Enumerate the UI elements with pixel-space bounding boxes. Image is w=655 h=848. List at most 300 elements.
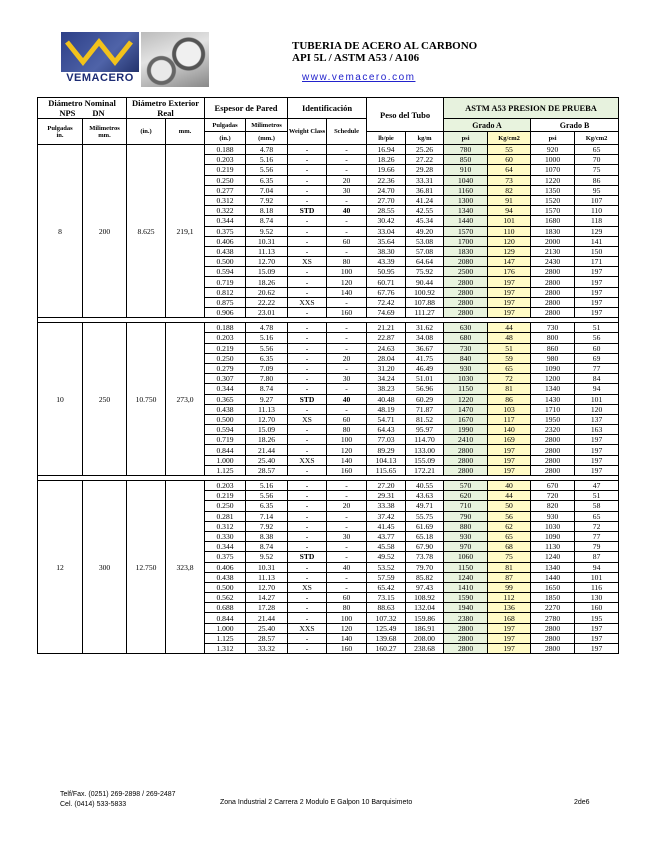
- cell-weight-kgm: 56.96: [406, 384, 444, 394]
- cell-weight-class: -: [288, 613, 327, 623]
- cell-weight-lbpie: 33.38: [367, 501, 406, 511]
- cell-weight-kgm: 41.24: [406, 195, 444, 205]
- cell-wall-mm: 18.26: [246, 277, 288, 287]
- cell-weight-class: -: [288, 384, 327, 394]
- cell-weight-class: -: [288, 435, 327, 445]
- cell-grade-b-kgcm2: 58: [575, 501, 619, 511]
- cell-grade-b-kgcm2: 65: [575, 145, 619, 155]
- cell-schedule: -: [327, 404, 367, 414]
- cell-grade-b-psi: 2800: [531, 277, 575, 287]
- title-line-2: API 5L / ASTM A53 / A106: [292, 52, 420, 64]
- cell-wall-mm: 11.13: [246, 246, 288, 256]
- cell-grade-b-psi: 920: [531, 145, 575, 155]
- cell-schedule: -: [327, 155, 367, 165]
- cell-schedule: 20: [327, 353, 367, 363]
- cell-grade-a-kgcm2: 117: [488, 414, 531, 424]
- cell-grade-a-psi: 970: [444, 542, 488, 552]
- cell-grade-a-kgcm2: 140: [488, 425, 531, 435]
- logo-mark-icon: [61, 32, 139, 72]
- cell-weight-lbpie: 89.29: [367, 445, 406, 455]
- group-od-in: 8.625: [127, 145, 166, 318]
- cell-weight-class: -: [288, 374, 327, 384]
- cell-grade-a-kgcm2: 169: [488, 435, 531, 445]
- cell-grade-b-psi: 2000: [531, 236, 575, 246]
- cell-grade-a-kgcm2: 82: [488, 185, 531, 195]
- cell-grade-a-kgcm2: 103: [488, 404, 531, 414]
- header-wall-milimetros: Milimetros: [246, 119, 288, 132]
- cell-grade-b-psi: 1710: [531, 404, 575, 414]
- cell-weight-kgm: 65.18: [406, 531, 444, 541]
- cell-weight-kgm: 95.97: [406, 425, 444, 435]
- cell-wall-in: 0.365: [205, 394, 246, 404]
- cell-grade-b-kgcm2: 94: [575, 562, 619, 572]
- cell-weight-lbpie: 48.19: [367, 404, 406, 414]
- cell-wall-mm: 15.09: [246, 267, 288, 277]
- cell-grade-a-psi: 1990: [444, 425, 488, 435]
- cell-grade-b-kgcm2: 150: [575, 246, 619, 256]
- cell-weight-lbpie: 33.04: [367, 226, 406, 236]
- cell-schedule: 140: [327, 633, 367, 643]
- header-weight-class: Weight Class: [288, 119, 327, 145]
- cell-wall-mm: 33.32: [246, 644, 288, 654]
- cell-weight-kgm: 53.08: [406, 236, 444, 246]
- cell-schedule: -: [327, 246, 367, 256]
- cell-weight-lbpie: 21.21: [367, 323, 406, 333]
- table-body: [38, 145, 619, 654]
- cell-grade-a-psi: 2800: [444, 277, 488, 287]
- cell-grade-b-psi: 1090: [531, 531, 575, 541]
- cell-grade-b-kgcm2: 87: [575, 552, 619, 562]
- cell-grade-a-kgcm2: 147: [488, 257, 531, 267]
- cell-wall-in: 0.203: [205, 155, 246, 165]
- cell-wall-in: 0.219: [205, 343, 246, 353]
- header-pulgadas: Pulgadas in.: [38, 119, 83, 145]
- cell-wall-mm: 8.38: [246, 531, 288, 541]
- cell-grade-a-psi: 910: [444, 165, 488, 175]
- cell-wall-in: 0.438: [205, 246, 246, 256]
- cell-grade-a-psi: 1590: [444, 593, 488, 603]
- cell-grade-b-psi: 1850: [531, 593, 575, 603]
- cell-wall-in: 0.875: [205, 297, 246, 307]
- header-wall-pulgadas: Pulgadas: [205, 119, 246, 132]
- cell-weight-class: -: [288, 236, 327, 246]
- website-link[interactable]: www.vemacero.com: [302, 72, 416, 83]
- cell-weight-lbpie: 22.87: [367, 333, 406, 343]
- cell-grade-a-psi: 2800: [444, 633, 488, 643]
- cell-grade-a-kgcm2: 60: [488, 155, 531, 165]
- cell-grade-a-psi: 840: [444, 353, 488, 363]
- cell-weight-kgm: 34.08: [406, 333, 444, 343]
- cell-wall-in: 0.812: [205, 287, 246, 297]
- cell-grade-a-psi: 2800: [444, 445, 488, 455]
- cell-grade-b-psi: 1030: [531, 521, 575, 531]
- cell-grade-b-psi: 2800: [531, 623, 575, 633]
- cell-grade-b-kgcm2: 197: [575, 644, 619, 654]
- cell-grade-b-psi: 2800: [531, 465, 575, 475]
- cell-weight-class: XXS: [288, 623, 327, 633]
- cell-grade-a-psi: 2800: [444, 623, 488, 633]
- cell-wall-in: 0.500: [205, 414, 246, 424]
- cell-schedule: 120: [327, 445, 367, 455]
- cell-wall-in: 0.279: [205, 363, 246, 373]
- cell-wall-in: 0.277: [205, 185, 246, 195]
- cell-grade-b-psi: 2800: [531, 287, 575, 297]
- cell-wall-mm: 11.13: [246, 404, 288, 414]
- cell-wall-in: 0.250: [205, 353, 246, 363]
- cell-weight-kgm: 46.49: [406, 363, 444, 373]
- cell-grade-a-kgcm2: 50: [488, 501, 531, 511]
- cell-wall-mm: 22.22: [246, 297, 288, 307]
- cell-grade-b-kgcm2: 171: [575, 257, 619, 267]
- cell-weight-lbpie: 38.23: [367, 384, 406, 394]
- cell-grade-b-psi: 2320: [531, 425, 575, 435]
- cell-grade-a-kgcm2: 91: [488, 195, 531, 205]
- cell-weight-kgm: 45.34: [406, 216, 444, 226]
- cell-schedule: 80: [327, 425, 367, 435]
- cell-grade-a-kgcm2: 197: [488, 445, 531, 455]
- cell-wall-mm: 28.57: [246, 633, 288, 643]
- cell-wall-mm: 21.44: [246, 613, 288, 623]
- cell-grade-b-kgcm2: 197: [575, 297, 619, 307]
- cell-weight-lbpie: 38.30: [367, 246, 406, 256]
- cell-weight-lbpie: 37.42: [367, 511, 406, 521]
- cell-weight-lbpie: 57.59: [367, 572, 406, 582]
- cell-grade-b-kgcm2: 84: [575, 374, 619, 384]
- cell-grade-a-psi: 2800: [444, 297, 488, 307]
- header-exterior: Diámetro Exterior Real: [127, 98, 205, 119]
- cell-schedule: -: [327, 542, 367, 552]
- cell-schedule: -: [327, 511, 367, 521]
- cell-weight-kgm: 100.92: [406, 287, 444, 297]
- cell-weight-class: -: [288, 287, 327, 297]
- cell-wall-mm: 7.80: [246, 374, 288, 384]
- cell-weight-lbpie: 160.27: [367, 644, 406, 654]
- cell-wall-mm: 23.01: [246, 308, 288, 318]
- cell-grade-b-kgcm2: 69: [575, 353, 619, 363]
- cell-wall-mm: 15.09: [246, 425, 288, 435]
- cell-weight-class: -: [288, 226, 327, 236]
- cell-weight-kgm: 55.75: [406, 511, 444, 521]
- cell-grade-b-kgcm2: 65: [575, 511, 619, 521]
- cell-schedule: -: [327, 216, 367, 226]
- cell-weight-kgm: 172.21: [406, 465, 444, 475]
- cell-wall-in: 0.330: [205, 531, 246, 541]
- cell-weight-lbpie: 28.04: [367, 353, 406, 363]
- cell-grade-a-kgcm2: 81: [488, 384, 531, 394]
- cell-weight-kgm: 133.00: [406, 445, 444, 455]
- cell-schedule: 80: [327, 257, 367, 267]
- cell-schedule: 60: [327, 593, 367, 603]
- cell-grade-a-kgcm2: 120: [488, 236, 531, 246]
- cell-schedule: -: [327, 226, 367, 236]
- cell-wall-mm: 18.26: [246, 435, 288, 445]
- cell-grade-a-psi: 1670: [444, 414, 488, 424]
- cell-grade-a-psi: 2800: [444, 465, 488, 475]
- footer-contact: [60, 790, 176, 810]
- cell-wall-in: 0.250: [205, 501, 246, 511]
- cell-wall-mm: 28.57: [246, 465, 288, 475]
- cell-wall-in: 0.719: [205, 435, 246, 445]
- cell-wall-in: 0.322: [205, 206, 246, 216]
- cell-weight-lbpie: 104.13: [367, 455, 406, 465]
- cell-grade-b-psi: 2800: [531, 633, 575, 643]
- cell-wall-mm: 8.74: [246, 542, 288, 552]
- cell-grade-a-psi: 680: [444, 333, 488, 343]
- cell-grade-a-kgcm2: 65: [488, 363, 531, 373]
- header-od-mm: mm.: [166, 119, 205, 145]
- cell-schedule: 80: [327, 603, 367, 613]
- cell-grade-b-psi: 730: [531, 323, 575, 333]
- cell-weight-class: -: [288, 175, 327, 185]
- cell-wall-in: 0.344: [205, 542, 246, 552]
- cell-wall-mm: 25.40: [246, 455, 288, 465]
- cell-grade-b-psi: 2800: [531, 297, 575, 307]
- cell-grade-b-psi: 2130: [531, 246, 575, 256]
- cell-weight-kgm: 42.55: [406, 206, 444, 216]
- group-od-mm: 323,8: [166, 481, 205, 654]
- cell-schedule: -: [327, 491, 367, 501]
- cell-grade-b-psi: 2800: [531, 445, 575, 455]
- cell-schedule: -: [327, 521, 367, 531]
- cell-weight-lbpie: 60.71: [367, 277, 406, 287]
- cell-grade-a-psi: 2800: [444, 287, 488, 297]
- cell-wall-in: 0.375: [205, 226, 246, 236]
- cell-grade-b-psi: 1570: [531, 206, 575, 216]
- cell-wall-in: 0.438: [205, 572, 246, 582]
- cell-grade-b-psi: 1130: [531, 542, 575, 552]
- cell-wall-mm: 12.70: [246, 257, 288, 267]
- cell-grade-a-kgcm2: 40: [488, 481, 531, 491]
- cell-wall-mm: 8.74: [246, 384, 288, 394]
- cell-grade-a-kgcm2: 68: [488, 542, 531, 552]
- cell-grade-b-kgcm2: 56: [575, 333, 619, 343]
- cell-wall-in: 0.500: [205, 582, 246, 592]
- cell-weight-lbpie: 115.65: [367, 465, 406, 475]
- cell-grade-b-kgcm2: 60: [575, 343, 619, 353]
- cell-weight-lbpie: 43.39: [367, 257, 406, 267]
- cell-grade-b-kgcm2: 141: [575, 236, 619, 246]
- cell-grade-a-psi: 1040: [444, 175, 488, 185]
- cell-grade-b-psi: 1650: [531, 582, 575, 592]
- cell-wall-mm: 4.78: [246, 145, 288, 155]
- cell-wall-mm: 6.35: [246, 353, 288, 363]
- cell-grade-b-psi: 1950: [531, 414, 575, 424]
- cell-grade-b-kgcm2: 79: [575, 542, 619, 552]
- cell-weight-lbpie: 107.32: [367, 613, 406, 623]
- cell-grade-a-kgcm2: 86: [488, 394, 531, 404]
- header-astm: ASTM A53 PRESION DE PRUEBA: [444, 98, 619, 119]
- cell-grade-b-kgcm2: 95: [575, 185, 619, 195]
- cell-weight-class: -: [288, 165, 327, 175]
- cell-weight-class: -: [288, 277, 327, 287]
- cell-weight-kgm: 43.63: [406, 491, 444, 501]
- cell-grade-a-kgcm2: 197: [488, 277, 531, 287]
- cell-weight-class: -: [288, 267, 327, 277]
- cell-wall-mm: 10.31: [246, 236, 288, 246]
- cell-grade-b-kgcm2: 72: [575, 521, 619, 531]
- cell-weight-kgm: 79.70: [406, 562, 444, 572]
- cell-grade-a-psi: 1030: [444, 374, 488, 384]
- group-od-in: 12.750: [127, 481, 166, 654]
- cell-grade-b-psi: 1340: [531, 562, 575, 572]
- cell-grade-a-kgcm2: 99: [488, 582, 531, 592]
- cell-weight-class: -: [288, 216, 327, 226]
- cell-wall-in: 0.594: [205, 425, 246, 435]
- cell-wall-mm: 5.16: [246, 481, 288, 491]
- cell-wall-in: 0.188: [205, 323, 246, 333]
- cell-grade-b-kgcm2: 160: [575, 603, 619, 613]
- cell-weight-kgm: 238.68: [406, 644, 444, 654]
- cell-wall-mm: 8.74: [246, 216, 288, 226]
- cell-weight-kgm: 107.88: [406, 297, 444, 307]
- cell-schedule: -: [327, 145, 367, 155]
- cell-wall-in: 0.688: [205, 603, 246, 613]
- cell-grade-a-kgcm2: 176: [488, 267, 531, 277]
- cell-grade-b-psi: 1440: [531, 572, 575, 582]
- cell-grade-b-psi: 2800: [531, 435, 575, 445]
- cell-grade-b-psi: 720: [531, 491, 575, 501]
- cell-grade-a-kgcm2: 48: [488, 333, 531, 343]
- group-nps: 10: [38, 323, 83, 476]
- cell-grade-b-kgcm2: 94: [575, 384, 619, 394]
- header-od-in: (in.): [127, 119, 166, 145]
- cell-schedule: -: [327, 582, 367, 592]
- cell-weight-class: -: [288, 511, 327, 521]
- cell-grade-a-psi: 1410: [444, 582, 488, 592]
- table-row: [38, 481, 619, 491]
- cell-wall-in: 1.000: [205, 455, 246, 465]
- cell-grade-b-psi: 1200: [531, 374, 575, 384]
- cell-wall-in: 0.203: [205, 481, 246, 491]
- cell-grade-a-psi: 1150: [444, 562, 488, 572]
- group-nps: 12: [38, 481, 83, 654]
- cell-wall-mm: 9.27: [246, 394, 288, 404]
- cell-weight-kgm: 90.44: [406, 277, 444, 287]
- cell-weight-lbpie: 50.95: [367, 267, 406, 277]
- cell-wall-in: 0.344: [205, 384, 246, 394]
- cell-wall-mm: 5.16: [246, 333, 288, 343]
- cell-grade-a-psi: 1830: [444, 246, 488, 256]
- cell-weight-lbpie: 19.66: [367, 165, 406, 175]
- cell-weight-kgm: 81.52: [406, 414, 444, 424]
- cell-grade-b-psi: 2270: [531, 603, 575, 613]
- cell-schedule: 40: [327, 394, 367, 404]
- cell-weight-class: -: [288, 185, 327, 195]
- cell-grade-b-psi: 1350: [531, 185, 575, 195]
- cell-weight-class: XXS: [288, 455, 327, 465]
- cell-schedule: 60: [327, 236, 367, 246]
- cell-grade-a-psi: 780: [444, 145, 488, 155]
- cell-grade-a-kgcm2: 197: [488, 297, 531, 307]
- cell-weight-class: -: [288, 481, 327, 491]
- cell-weight-lbpie: 27.20: [367, 481, 406, 491]
- footer-address: Zona Industrial 2 Carrera 2 Modulo E Galpon 10 Barquisimeto: [220, 799, 413, 806]
- cell-schedule: 20: [327, 175, 367, 185]
- header-psi-b: psi: [531, 132, 575, 145]
- cell-grade-b-psi: 1070: [531, 165, 575, 175]
- cell-weight-class: -: [288, 333, 327, 343]
- cell-weight-kgm: 49.20: [406, 226, 444, 236]
- cell-schedule: -: [327, 297, 367, 307]
- cell-weight-kgm: 71.87: [406, 404, 444, 414]
- cell-wall-mm: 9.52: [246, 226, 288, 236]
- cell-wall-in: 0.344: [205, 216, 246, 226]
- group-od-mm: 273,0: [166, 323, 205, 476]
- cell-wall-mm: 17.28: [246, 603, 288, 613]
- cell-weight-class: -: [288, 603, 327, 613]
- cell-grade-b-kgcm2: 116: [575, 582, 619, 592]
- title-line-1: TUBERIA DE ACERO AL CARBONO: [292, 40, 478, 52]
- cell-grade-b-psi: 980: [531, 353, 575, 363]
- cell-grade-b-kgcm2: 51: [575, 491, 619, 501]
- cell-grade-b-kgcm2: 163: [575, 425, 619, 435]
- cell-weight-kgm: 51.01: [406, 374, 444, 384]
- cell-wall-in: 0.844: [205, 445, 246, 455]
- cell-wall-in: 0.594: [205, 267, 246, 277]
- cell-wall-in: 0.307: [205, 374, 246, 384]
- cell-weight-lbpie: 67.76: [367, 287, 406, 297]
- cell-weight-lbpie: 45.58: [367, 542, 406, 552]
- cell-grade-a-kgcm2: 197: [488, 308, 531, 318]
- cell-grade-a-psi: 1440: [444, 216, 488, 226]
- cell-schedule: 30: [327, 531, 367, 541]
- cell-schedule: -: [327, 323, 367, 333]
- cell-weight-lbpie: 30.42: [367, 216, 406, 226]
- header-lbpie: lb/pie: [367, 132, 406, 145]
- cell-weight-kgm: 111.27: [406, 308, 444, 318]
- cell-wall-in: 0.500: [205, 257, 246, 267]
- cell-wall-in: 0.219: [205, 491, 246, 501]
- cell-wall-in: 1.000: [205, 623, 246, 633]
- cell-grade-b-kgcm2: 197: [575, 633, 619, 643]
- cell-schedule: -: [327, 343, 367, 353]
- cell-grade-b-kgcm2: 107: [575, 195, 619, 205]
- cell-grade-a-kgcm2: 56: [488, 511, 531, 521]
- cell-schedule: -: [327, 384, 367, 394]
- cell-grade-a-kgcm2: 129: [488, 246, 531, 256]
- cell-grade-b-psi: 2800: [531, 308, 575, 318]
- footer-tel: Telf/Fax. (0251) 269-2898 / 269-2487: [60, 791, 176, 798]
- header-peso: Peso del Tubo: [367, 98, 444, 132]
- cell-weight-kgm: 97.43: [406, 582, 444, 592]
- cell-grade-b-kgcm2: 197: [575, 277, 619, 287]
- cell-grade-b-kgcm2: 137: [575, 414, 619, 424]
- pipe-spec-table: [37, 97, 619, 654]
- cell-weight-class: STD: [288, 394, 327, 404]
- header-wall-in: (in.): [205, 132, 246, 145]
- cell-grade-a-kgcm2: 72: [488, 374, 531, 384]
- cell-weight-kgm: 25.26: [406, 145, 444, 155]
- cell-grade-b-psi: 2430: [531, 257, 575, 267]
- cell-wall-in: 0.281: [205, 511, 246, 521]
- cell-schedule: 160: [327, 644, 367, 654]
- cell-weight-class: -: [288, 343, 327, 353]
- cell-grade-a-psi: 880: [444, 521, 488, 531]
- cell-grade-a-psi: 1160: [444, 185, 488, 195]
- cell-schedule: 100: [327, 613, 367, 623]
- group-dn: 250: [83, 323, 127, 476]
- cell-weight-class: -: [288, 572, 327, 582]
- cell-weight-lbpie: 65.42: [367, 582, 406, 592]
- cell-weight-lbpie: 54.71: [367, 414, 406, 424]
- cell-grade-a-kgcm2: 101: [488, 216, 531, 226]
- cell-weight-lbpie: 34.24: [367, 374, 406, 384]
- cell-schedule: 20: [327, 501, 367, 511]
- cell-weight-lbpie: 40.48: [367, 394, 406, 404]
- cell-grade-b-kgcm2: 77: [575, 531, 619, 541]
- cell-grade-b-kgcm2: 47: [575, 481, 619, 491]
- cell-schedule: 60: [327, 414, 367, 424]
